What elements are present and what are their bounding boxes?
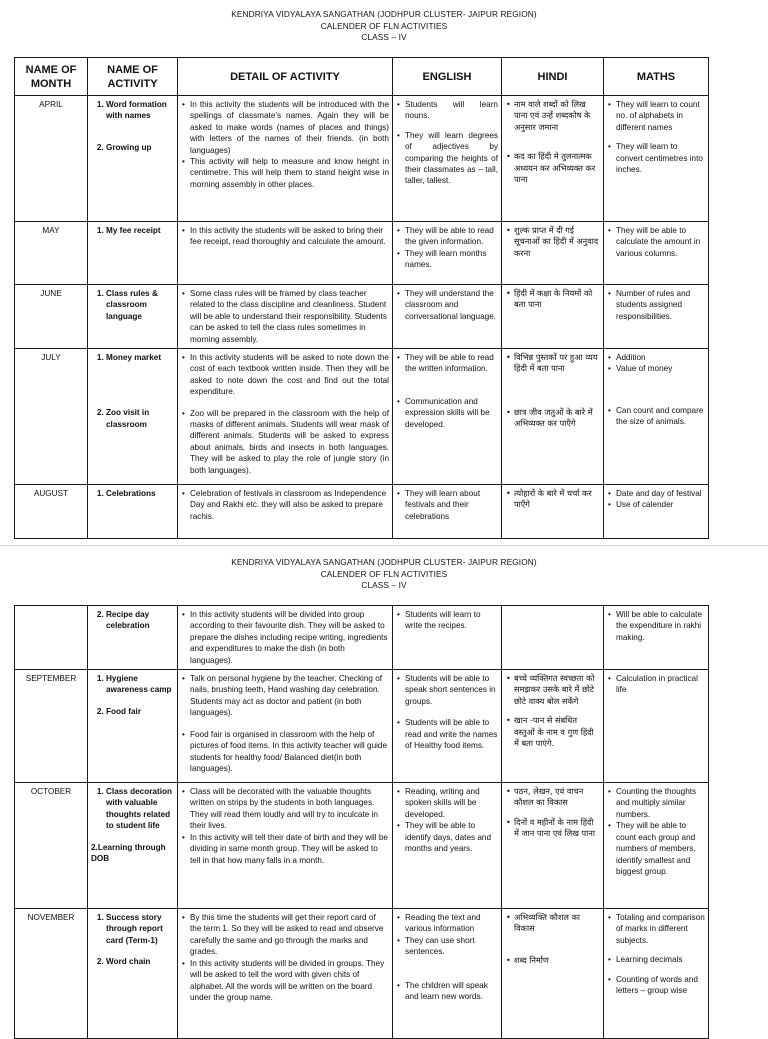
english-item: • Students will learn nouns. (404, 99, 498, 122)
detail-item: • Celebration of festivals in classroom as Independence Day and Rakhi etc. they will also be asked to prepare rachis. (189, 488, 389, 522)
english-item: • Communication and expression skills will be developed. (404, 396, 498, 430)
table-row-june (15, 285, 709, 349)
col-header-activity: NAME OF ACTIVITY (88, 58, 178, 96)
activity-item: 1. Class rules & classroom language (106, 288, 174, 322)
english-cell (393, 909, 502, 1039)
hindi-item: • हिंदी में कक्षा के नियमों को बता पाना (513, 288, 600, 311)
maths-item: • Number of rules and students assigned responsibilities. (615, 288, 705, 322)
maths-item: • Totaling and comparison of marks in different subjects. (615, 912, 705, 946)
page-header (0, 0, 768, 57)
page-separator (0, 545, 768, 546)
table-row-august-cont (15, 606, 709, 670)
english-item: • Reading the text and various information (404, 912, 498, 935)
english-item: • Reading, writing and spoken skills will be developed. (404, 786, 498, 820)
english-cell (393, 606, 502, 670)
detail-item: • In this activity will tell their date of birth and they will be dividing in same month group. They will be asked to tell in that how many falls in a month. (189, 832, 389, 866)
activity-cell (88, 909, 178, 1039)
maths-item: • They will learn to count no. of alphabets in different names (615, 99, 705, 133)
hindi-cell (502, 670, 604, 783)
hindi-item: • अभिव्यक्ति कौशल का विकास (513, 912, 600, 935)
maths-item: • Counting of words and letters – group wise (615, 974, 705, 997)
english-cell (393, 670, 502, 783)
detail-cell (178, 96, 393, 222)
maths-item: • Calculation in practical life (615, 673, 705, 696)
maths-item: • Can count and compare the size of animals. (615, 405, 705, 428)
org-name: KENDRIYA VIDYALAYA SANGATHAN (JODHPUR CLUSTER- JAIPUR REGION) (231, 9, 537, 19)
activity-item-2 (91, 842, 174, 865)
english-item: • They will be able to identify days, dates and months and years. (404, 820, 498, 854)
english-item: • They can use short sentences. (404, 935, 498, 958)
activity-cell (88, 485, 178, 539)
table-row-september (15, 670, 709, 783)
hindi-item: • दिनों व महीनों के नाम हिंदी में जान पाना एवं लिख पाना (513, 817, 600, 840)
maths-cell (604, 349, 709, 485)
hindi-cell (502, 222, 604, 285)
activity-item: 1. Class decoration with valuable thoughts related to student life (106, 786, 174, 832)
detail-cell (178, 783, 393, 909)
activity-cell (88, 606, 178, 670)
month-cell: JULY (15, 349, 88, 485)
english-item: • Students will be able to speak short sentences in groups. (404, 673, 498, 707)
table-row-october (15, 783, 709, 909)
hindi-cell (502, 96, 604, 222)
col-header-maths: MATHS (604, 58, 709, 96)
hindi-cell (502, 285, 604, 349)
table-header-row (15, 58, 709, 96)
table-row-november (15, 909, 709, 1039)
detail-item: • By this time the students will get their report card of the term 1. So they will be asked to read and observe carefully the same and go through the marks and grades. (189, 912, 389, 958)
activity-cell (88, 285, 178, 349)
maths-item: • Counting the thoughts and multiply similar numbers. (615, 786, 705, 820)
month-cell-empty (15, 606, 88, 670)
detail-cell (178, 485, 393, 539)
activity-table-part-1 (14, 57, 709, 539)
english-item: • Students will be able to read and write the names of Healthy food items. (404, 717, 498, 751)
english-cell (393, 485, 502, 539)
hindi-item: • विभिन्न पुस्तकों पर हुआ व्यय हिंदी में बता पाना (513, 352, 600, 375)
maths-cell (604, 670, 709, 783)
english-cell (393, 222, 502, 285)
table-row-may (15, 222, 709, 285)
detail-item: • Food fair is organised in classroom with the help of pictures of food items. In this activity teacher will guide students for healthy food/ Balanced diet(in both languages). (189, 729, 389, 775)
hindi-item: • कद का हिंदी मे तुलनात्मक अध्ययन कर अभिव्यक्त कर पाना (513, 151, 600, 185)
maths-cell (604, 485, 709, 539)
table-row-august (15, 485, 709, 539)
english-item: • They will be able to read the written information. (404, 352, 498, 375)
hindi-cell-empty (502, 606, 604, 670)
english-cell (393, 285, 502, 349)
detail-item: • In this activity students will be divided in groups. They will be asked to tell the word with given chits of alphabet. All the words will be written on the board under the group name. (189, 958, 389, 1004)
month-cell: AUGUST (15, 485, 88, 539)
maths-item: • They will be able to calculate the amount in various columns. (615, 225, 705, 259)
maths-item: • They will be able to count each group and numbers of members, identify smallest and biggest group. (615, 820, 705, 877)
month-cell: MAY (15, 222, 88, 285)
detail-item: • Zoo will be prepared in the classroom with the help of masks of different animals. Students will wear mask of different animals. Students will be asked to express about animals, birds and insects in both languages. They will be asked to play the role of jungle story (in both languages). (189, 408, 389, 476)
class-label: CLASS – IV (361, 32, 407, 42)
col-header-month: NAME OF MONTH (15, 58, 88, 96)
maths-item: • Value of money (615, 363, 705, 374)
detail-item: • Class will be decorated with the valuable thoughts written on strips by the students in both languages. They will read them loudly and will try to inculcate in their lives. (189, 786, 389, 832)
english-cell (393, 96, 502, 222)
maths-item: • Use of calender (615, 499, 705, 510)
english-cell (393, 783, 502, 909)
maths-item: • Learning decimals (615, 954, 705, 965)
maths-cell (604, 606, 709, 670)
activity-cell (88, 670, 178, 783)
hindi-cell (502, 485, 604, 539)
detail-cell (178, 909, 393, 1039)
maths-cell (604, 909, 709, 1039)
month-cell: APRIL (15, 96, 88, 222)
maths-cell (604, 285, 709, 349)
english-item: • They will learn about festivals and their celebrations (404, 488, 498, 522)
detail-item: • Some class rules will be framed by class teacher related to the class discipline and cleanliness. Student will be able to understand their responsibility. Students can be asked to tell the class rules sometimes in morning assembly. (189, 288, 389, 345)
activity-item: 2. Food fair (106, 706, 174, 717)
activity-item: 1. Word formation with names (106, 99, 174, 122)
detail-item: • Talk on personal hygiene by the teacher. Checking of nails, brushing teeth, Hand washing day celebration. Students may act as doctor and patient (in both languages). (189, 673, 389, 719)
activity-item: 2. Growing up (106, 142, 174, 153)
activity-item: 1. My fee receipt (106, 225, 174, 236)
month-cell: JUNE (15, 285, 88, 349)
table-row-july (15, 349, 709, 485)
col-header-hindi: HINDI (502, 58, 604, 96)
col-header-detail: DETAIL OF ACTIVITY (178, 58, 393, 96)
activity-item: 1. Celebrations (106, 488, 174, 499)
detail-item: • In this activity the students will be introduced with the spellings of classmate’s names. Again they will be asked to make words (names of places and things) with letters of the names of their friends. (in both languages) (189, 99, 389, 156)
english-item: • The children will speak and learn new words. (404, 980, 498, 1003)
activity-item: 2. Recipe day celebration (106, 609, 174, 632)
detail-cell (178, 285, 393, 349)
activity-cell (88, 96, 178, 222)
month-cell: NOVEMBER (15, 909, 88, 1039)
table-row-april (15, 96, 709, 222)
month-cell: OCTOBER (15, 783, 88, 909)
english-item: • Students will learn to write the recipes. (404, 609, 498, 632)
maths-item: • Addition (615, 352, 705, 363)
hindi-item: • नाम वाले शब्दों को लिख पाना एवं उन्हें शब्दकोष के अनुसार जमाना (513, 99, 600, 133)
hindi-item: • खान -पान से संबधित वस्तुओं के नाम व गुण हिंदी में बता पाएंगे. (513, 715, 600, 749)
doc-title: CALENDER OF FLN ACTIVITIES (320, 568, 448, 579)
detail-item: • In this activity students will be divided into group according to their favourite dish. They will be asked to prepare the dishes including recipe writing, ingredients and expenditures to make the dish (in both languages). (189, 609, 389, 666)
class-label: CLASS – IV (361, 580, 407, 591)
activity-table-part-2 (14, 605, 709, 1039)
detail-item: • In this activity the students will be asked to bring their fee receipt, read thoroughly and calculate the amount. (189, 225, 389, 248)
english-item: • They will learn degrees of adjectives by comparing the heights of their classmates as – tall, taller, tallest. (404, 130, 498, 187)
activity-label: Learning through DOB (91, 842, 166, 864)
activity-cell (88, 783, 178, 909)
month-cell: SEPTEMBER (15, 670, 88, 783)
english-cell (393, 349, 502, 485)
maths-cell (604, 783, 709, 909)
maths-cell (604, 222, 709, 285)
detail-cell (178, 606, 393, 670)
detail-cell (178, 670, 393, 783)
hindi-cell (502, 349, 604, 485)
hindi-item: • छात्र जीव जतुओं के बारे में अभिव्यक्त कर पाएँगे (513, 407, 600, 430)
activity-item: 1. Money market (106, 352, 174, 363)
maths-item: • Date and day of festival (615, 488, 705, 499)
english-item: • They will learn months names. (404, 248, 498, 271)
detail-cell (178, 349, 393, 485)
maths-cell (604, 96, 709, 222)
hindi-cell (502, 909, 604, 1039)
page-header-2 (0, 554, 768, 605)
col-header-english: ENGLISH (393, 58, 502, 96)
org-name: KENDRIYA VIDYALAYA SANGATHAN (JODHPUR CLUSTER- JAIPUR REGION) (231, 557, 537, 568)
activity-item: 2. Zoo visit in classroom (106, 407, 174, 430)
maths-item: • They will learn to convert centimetres into inches. (615, 141, 705, 175)
hindi-item: • पठन, लेखन, एवं वाचन कौशल का विकास (513, 786, 600, 809)
activity-item: 1. Hygiene awareness camp (106, 673, 174, 696)
hindi-cell (502, 783, 604, 909)
hindi-item: • बच्चे व्यक्तिगत स्वच्छता को समझकर उसके बारे में छोटे छोटे वाक्य बोल सकेंगे (513, 673, 600, 707)
activity-item: 1. Success story through report card (Term-1) (106, 912, 174, 946)
detail-item: • This activity will help to measure and know height in centimetre. This will help them to stand height wise in morning assembly in other places. (189, 156, 389, 190)
doc-title: CALENDER OF FLN ACTIVITIES (320, 20, 448, 31)
detail-item: • In this activity students will be asked to note down the cost of each textbook written inside. Then they will be asked to note down the cost and find out the total expenditure. (189, 352, 389, 398)
english-item: • They will understand the classroom and conversational language. (404, 288, 498, 322)
hindi-item: • त्योहारों के बारे में चर्चा कर पाएँगे (513, 488, 600, 511)
detail-cell (178, 222, 393, 285)
activity-item: 2. Word chain (106, 956, 174, 967)
hindi-item: • शब्द निर्माण (513, 955, 600, 966)
activity-number: 2. (91, 842, 98, 852)
activity-cell (88, 222, 178, 285)
maths-item: • Will be able to calculate the expenditure in rakhi making. (615, 609, 705, 643)
activity-cell (88, 349, 178, 485)
hindi-item: • शुल्क प्राप्त में दी गई सूचनाओं का हिंदी में अनुवाद करना (513, 225, 600, 259)
english-item: • They will be able to read the given information. (404, 225, 498, 248)
